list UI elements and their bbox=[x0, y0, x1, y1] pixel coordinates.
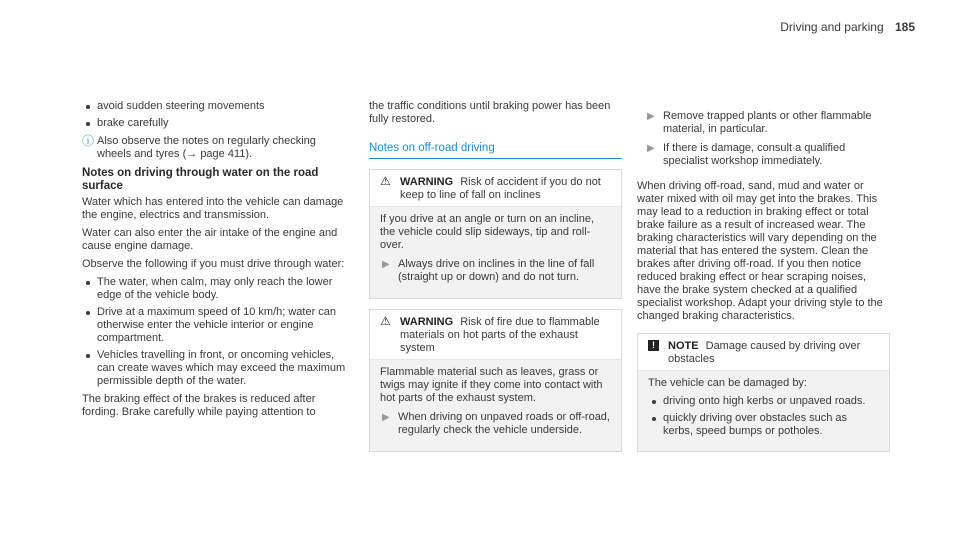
warning-box-incline bbox=[369, 169, 622, 299]
bullet-list bbox=[648, 395, 879, 438]
warning-label: WARNING bbox=[400, 176, 454, 188]
note-title: Damage caused by driving over obstacles bbox=[668, 340, 861, 365]
list-item: brake carefully bbox=[82, 117, 350, 130]
info-note bbox=[82, 135, 350, 161]
paragraph: the traffic conditions until braking power has been fully restored. bbox=[369, 100, 611, 125]
column-middle bbox=[369, 100, 622, 462]
paragraph: Water which has entered into the vehicle can damage the engine, electrics and transmission. bbox=[82, 196, 344, 221]
warning-header bbox=[370, 310, 621, 360]
warning-label: WARNING bbox=[400, 316, 454, 328]
arrow-right-icon: ▶ bbox=[382, 259, 390, 270]
paragraph: The braking effect of the brakes is reduced after fording. Brake carefully while paying attention to bbox=[82, 393, 316, 418]
column-right bbox=[637, 104, 890, 462]
column-left bbox=[82, 100, 350, 424]
warning-title: Risk of fire due to flammable materials on hot parts of the exhaust system bbox=[400, 316, 600, 354]
action-text: If there is damage, consult a qualified specialist workshop immediately. bbox=[663, 142, 846, 167]
note-body bbox=[638, 371, 889, 451]
paragraph: Observe the following if you must drive through water: bbox=[82, 258, 345, 270]
warning-title: Risk of accident if you do not keep to line of fall on inclines bbox=[400, 176, 601, 201]
bullet-list-top bbox=[82, 100, 350, 130]
exclamation-icon: ! bbox=[648, 340, 659, 351]
warning-triangle-icon: ⚠ bbox=[380, 314, 391, 328]
warning-text: Flammable material such as leaves, grass or twigs may ignite if they come into contact with hot parts of the exhaust system. bbox=[380, 366, 603, 404]
list-item: avoid sudden steering movements bbox=[82, 100, 350, 113]
bullet-list bbox=[82, 276, 350, 388]
paragraph: Water can also enter the air intake of the engine and cause engine damage. bbox=[82, 227, 338, 252]
action-item bbox=[380, 411, 611, 437]
action-text: Remove trapped plants or other flammable material, in particular. bbox=[663, 110, 872, 135]
warning-box-fire bbox=[369, 309, 622, 452]
paragraph: When driving off-road, sand, mud and water or water mixed with oil may get into the brakes. This may lead to a reduction in braking effect or total brake failure as a result of increased wear. The braking characteristics will vary depending on the material that has entered the system. Clean the brakes after driving off-road. If you then notice reduced braking effect or hear scraping noises, have the brake system checked at a qualified specialist workshop. Adapt your driving style to the changed braking characteristics. bbox=[637, 180, 883, 322]
page-number: 185 bbox=[894, 20, 915, 34]
note-box-obstacles bbox=[637, 333, 890, 452]
info-note-text: Also observe the notes on regularly checking wheels and tyres (→ page 411). bbox=[97, 135, 316, 160]
warning-header bbox=[370, 170, 621, 207]
warning-body bbox=[370, 360, 621, 451]
action-list bbox=[637, 110, 890, 168]
warning-text: If you drive at an angle or turn on an incline, the vehicle could slip sideways, tip and roll-over. bbox=[380, 213, 595, 251]
list-item: Drive at a maximum speed of 10 km/h; water can otherwise enter the vehicle interior or engine compartment. bbox=[82, 306, 350, 345]
action-text: When driving on unpaved roads or off-road, regularly check the vehicle underside. bbox=[398, 411, 610, 436]
info-icon: ⓘ bbox=[82, 134, 95, 148]
note-text: The vehicle can be damaged by: bbox=[648, 377, 807, 389]
note-label: NOTE bbox=[668, 340, 699, 352]
list-item: driving onto high kerbs or unpaved roads. bbox=[648, 395, 879, 408]
page-header bbox=[780, 20, 915, 34]
arrow-right-icon: ▶ bbox=[382, 412, 390, 423]
action-item bbox=[645, 110, 890, 136]
action-item bbox=[380, 258, 611, 284]
arrow-right-icon: ▶ bbox=[647, 111, 655, 122]
list-item: quickly driving over obstacles such as kerbs, speed bumps or potholes. bbox=[648, 412, 879, 438]
section-heading-offroad: Notes on off-road driving bbox=[369, 142, 622, 159]
warning-body bbox=[370, 207, 621, 298]
action-item bbox=[645, 142, 890, 168]
section-heading: Notes on driving through water on the road surface bbox=[82, 167, 319, 192]
warning-triangle-icon: ⚠ bbox=[380, 174, 391, 188]
action-text: Always drive on inclines in the line of fall (straight up or down) and do not turn. bbox=[398, 258, 595, 283]
arrow-right-icon: ▶ bbox=[647, 143, 655, 154]
list-item: Vehicles travelling in front, or oncoming vehicles, can create waves which may exceed the maximum permissible depth of the water. bbox=[82, 349, 350, 388]
list-item: The water, when calm, may only reach the lower edge of the vehicle body. bbox=[82, 276, 350, 302]
note-header bbox=[638, 334, 889, 371]
section-title: Driving and parking bbox=[780, 20, 884, 34]
